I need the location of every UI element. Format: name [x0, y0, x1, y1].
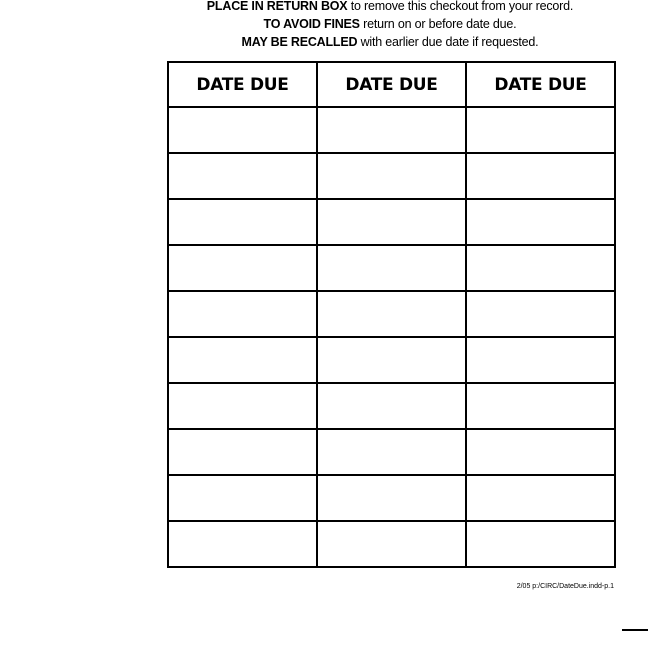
- date-cell: [317, 383, 466, 429]
- date-cell: [466, 291, 615, 337]
- date-cell: [317, 199, 466, 245]
- date-cell: [168, 475, 317, 521]
- date-cell: [466, 199, 615, 245]
- date-cell: [317, 521, 466, 567]
- date-cell: [168, 383, 317, 429]
- date-cell: [466, 337, 615, 383]
- date-cell: [168, 337, 317, 383]
- date-cell: [168, 153, 317, 199]
- date-due-header: DATE DUE: [466, 62, 615, 107]
- date-cell: [168, 291, 317, 337]
- date-cell: [317, 429, 466, 475]
- date-cell: [317, 475, 466, 521]
- date-cell: [466, 245, 615, 291]
- date-cell: [168, 429, 317, 475]
- header-row: [168, 62, 615, 107]
- table-row: [168, 199, 615, 245]
- date-cell: [317, 291, 466, 337]
- table-row: [168, 245, 615, 291]
- table-row: [168, 291, 615, 337]
- date-cell: [317, 337, 466, 383]
- table-row: [168, 429, 615, 475]
- date-cell: [168, 245, 317, 291]
- date-due-table: [167, 61, 616, 568]
- table-row: [168, 153, 615, 199]
- return-instructions: [150, 0, 630, 51]
- date-cell: [466, 429, 615, 475]
- date-cell: [168, 107, 317, 153]
- date-cell: [317, 153, 466, 199]
- table-row: [168, 475, 615, 521]
- date-due-header: DATE DUE: [317, 62, 466, 107]
- date-cell: [168, 199, 317, 245]
- instruction-line-avoid-fines: TO AVOID FINES return on or before date due.: [263, 17, 517, 31]
- date-cell: [466, 521, 615, 567]
- instruction-line-return-box: PLACE IN RETURN BOX to remove this checkout from your record.: [206, 0, 574, 13]
- date-cell: [168, 521, 317, 567]
- date-due-header: DATE DUE: [168, 62, 317, 107]
- date-cell: [466, 383, 615, 429]
- edge-divider: [622, 629, 648, 631]
- date-cell: [466, 107, 615, 153]
- table-row: [168, 337, 615, 383]
- table-row: [168, 521, 615, 567]
- instruction-line-recall: MAY BE RECALLED with earlier due date if requested.: [241, 35, 539, 49]
- table-row: [168, 107, 615, 153]
- date-cell: [317, 107, 466, 153]
- date-cell: [466, 153, 615, 199]
- date-cell: [466, 475, 615, 521]
- date-cell: [317, 245, 466, 291]
- table-row: [168, 383, 615, 429]
- form-code-label: 2/05 p:/CIRC/DateDue.indd-p.1: [516, 583, 614, 590]
